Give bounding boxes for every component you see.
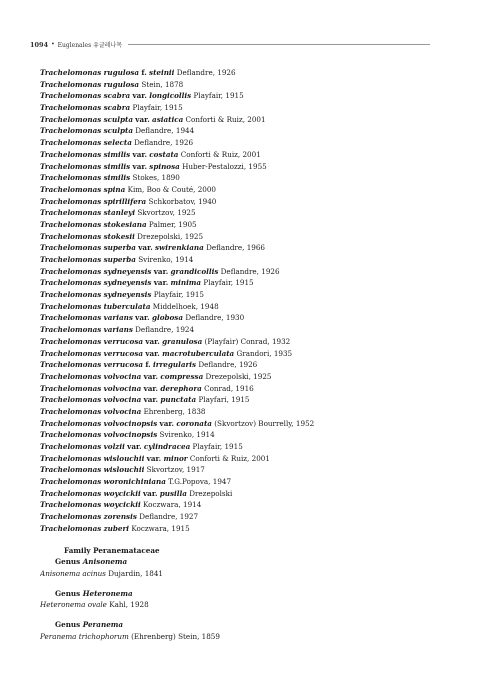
author-citation: Huber-Pestalozzi, 1955 [182,161,267,171]
rank-marker: var. [142,488,158,498]
species-entry [40,631,450,643]
author-citation: Conrad, 1916 [204,383,254,393]
species-entry [40,394,450,406]
species-entry [40,184,450,196]
species-epithet: verrucosa [103,360,144,370]
species-epithet: sydneyensis [103,266,152,276]
author-citation: Deflandre, 1924 [135,325,195,335]
infraspecific-epithet: irregularis [152,360,197,370]
species-entry [40,476,450,488]
species-entry [40,523,450,535]
species-entry [40,114,450,126]
species-entry [40,441,450,453]
species-entry [40,266,450,278]
genus-name: Trachelomonas [40,348,102,358]
author-citation: Deflandre, 1926 [134,138,194,148]
species-epithet: similis [103,161,131,171]
species-epithet: woycickii [103,500,141,510]
infraspecific-epithet: spinosa [149,161,180,171]
rank-marker: var. [143,395,159,405]
genus-name: Trachelomonas [40,395,102,405]
species-entry [40,312,450,324]
genus-name: Trachelomonas [40,430,102,440]
infraspecific-epithet: costata [149,149,179,159]
species-entry [40,499,450,511]
genus-name: Trachelomonas [40,114,102,124]
species-epithet: woycickii [103,488,141,498]
species-entry [40,599,450,611]
header-bullet: • [51,41,55,48]
species-epithet: stokesiana [103,219,147,229]
genus-name: Trachelomonas [40,278,102,288]
genus-name: Trachelomonas [40,266,102,276]
species-epithet: rugulosa [103,79,140,89]
rank-marker: var. [132,149,147,159]
species-epithet: selecta [103,138,132,148]
genus-name: Trachelomonas [40,477,102,487]
genus-name: Trachelomonas [40,161,102,171]
rank-marker: var. [145,348,160,358]
species-entry [40,90,450,102]
species-epithet: spina [103,184,126,194]
species-epithet: wislouchii [103,465,145,475]
author-citation: Playfari, 1915 [198,395,250,405]
author-citation: Deflandre, 1966 [206,243,265,253]
author-citation: Svirenko, 1914 [138,255,194,264]
genus-name: Trachelomonas [40,184,102,194]
author-citation: Deflandre, 1927 [139,512,199,522]
author-citation: Drezepolski, 1925 [137,231,204,241]
author-citation: Playfair, 1915 [132,103,183,113]
species-epithet: similis [103,149,131,159]
author-citation: Skvortzov, 1925 [137,208,196,218]
species-entry [40,568,450,580]
genus-name: Trachelomonas [40,301,102,311]
species-entry [40,488,450,500]
infraspecific-epithet: derephora [160,383,202,393]
species-name: Heteronema ovale [40,600,107,610]
species-epithet: superba [103,243,136,253]
author-citation: Stokes, 1890 [132,173,180,183]
species-epithet: volvocina [103,383,142,393]
species-entry [40,324,450,336]
genus-name: Trachelomonas [40,453,102,463]
genus-name: Trachelomonas [40,383,102,393]
species-entry [40,125,450,137]
genus-title: Peranema [82,619,124,629]
author-citation: Drezepolski, 1925 [205,371,272,381]
species-entry [40,453,450,465]
author-citation: Kahl, 1928 [109,600,149,610]
rank-marker: var. [132,91,147,101]
rank-marker: var. [127,442,142,451]
species-epithet: volvocinopsis [103,430,158,440]
infraspecific-epithet: minor [163,453,188,463]
species-epithet: stokesii [103,231,135,241]
genus-title: Heteronema [82,588,133,598]
infraspecific-epithet: coronata [176,418,212,428]
species-entry [40,383,450,395]
genus-name: Trachelomonas [40,91,102,101]
species-epithet: varians [103,313,133,323]
species-entry [40,418,450,430]
family-label: Family [64,545,91,555]
header-rule [128,44,430,45]
infraspecific-epithet: grandicollis [170,266,219,276]
genus-name: Trachelomonas [40,103,102,113]
species-entry [40,219,450,231]
author-citation: Deflandre, 1926 [220,266,280,276]
author-citation: Kim, Boo & Couté, 2000 [127,184,216,194]
genus-name: Trachelomonas [40,208,102,218]
genus-name: Trachelomonas [40,255,102,264]
genus-name: Trachelomonas [40,290,102,300]
genus-label: Genus [55,557,81,567]
rank-marker: var. [159,418,175,428]
rank-marker: var. [153,278,169,288]
author-citation: Koczwara, 1914 [142,500,202,510]
species-entry [40,79,450,91]
species-epithet: scabra [103,103,131,113]
rank-marker: var. [145,336,160,346]
rank-marker: f. [141,68,147,77]
infraspecific-epithet: pusilla [159,488,187,498]
infraspecific-epithet: macrotuberculata [162,348,235,358]
species-epithet: superba [103,255,136,264]
genus-name: Trachelomonas [40,523,102,533]
rank-marker: var. [135,114,150,124]
species-epithet: wislouchii [103,453,145,463]
infraspecific-epithet: punctata [160,395,197,405]
species-epithet: tuberculata [103,301,151,311]
genus-name: Trachelomonas [40,488,102,498]
author-citation: Playfair, 1915 [203,278,254,288]
species-name: Anisonema acinus [40,568,106,578]
author-citation: Deflandre, 1944 [135,126,195,136]
author-citation: Palmer, 1905 [148,219,197,229]
species-epithet: zorensis [103,512,137,522]
author-citation: Svirenko, 1914 [159,430,215,440]
species-epithet: sculpta [103,114,133,124]
genus-name: Trachelomonas [40,325,102,335]
species-entry [40,172,450,184]
species-entry [40,336,450,348]
rank-marker: var. [153,266,169,276]
species-entry [40,511,450,523]
author-citation: Conforti & Ruiz, 2001 [185,114,266,124]
genus-name: Trachelomonas [40,149,102,159]
author-citation: (Skvortzov) Bourrelly, 1952 [214,418,315,428]
species-entry [40,137,450,149]
species-epithet: volvocina [103,406,142,416]
species-epithet: stanleyi [103,208,136,218]
genus-name: Trachelomonas [40,231,102,241]
taxon-list [40,67,450,642]
genus-name: Trachelomonas [40,418,102,428]
species-entry [40,242,450,254]
author-citation: Conforti & Ruiz, 2001 [189,453,270,463]
species-entry [40,289,450,301]
species-epithet: volzii [103,442,125,451]
rank-marker: var. [143,383,159,393]
author-citation: Deflandre, 1926 [176,68,236,77]
author-citation: Drezepolski [189,488,233,498]
genus-name: Trachelomonas [40,243,102,253]
rank-marker: var. [143,371,159,381]
author-citation: Deflandre, 1930 [185,313,245,323]
author-citation: Playfair, 1915 [193,91,244,101]
genus-name: Trachelomonas [40,406,102,416]
spacer [40,611,450,619]
genus-name: Trachelomonas [40,196,102,206]
species-epithet: rugulosa [103,68,140,77]
species-epithet: varians [103,325,133,335]
species-entry [40,67,450,79]
infraspecific-epithet: cylindracea [143,442,191,451]
genus-heading [40,556,450,568]
genus-name: Trachelomonas [40,336,102,346]
species-epithet: volvocinopsis [103,418,158,428]
infraspecific-epithet: globosa [151,313,184,323]
author-citation: Ehrenberg, 1838 [143,406,206,416]
genus-label: Genus [55,588,81,598]
genus-name: Trachelomonas [40,313,102,323]
species-epithet: spirillifera [103,196,147,206]
species-entry [40,406,450,418]
infraspecific-epithet: compressa [160,371,204,381]
infraspecific-epithet: asiatica [152,114,184,124]
family-name: Peranemataceae [93,545,160,555]
genus-heading [40,619,450,631]
genus-name: Trachelomonas [40,360,102,370]
genus-name: Trachelomonas [40,442,102,451]
species-entry [40,429,450,441]
species-entry [40,149,450,161]
species-entry [40,196,450,208]
author-citation: Koczwara, 1915 [131,523,190,533]
species-entry [40,464,450,476]
author-citation: Playfair, 1915 [192,442,243,451]
species-epithet: sculpta [103,126,133,136]
author-citation: Grandori, 1935 [236,348,293,358]
genus-name: Trachelomonas [40,219,102,229]
family-heading [40,545,450,557]
genus-name: Trachelomonas [40,371,102,381]
author-citation: Middelhoek, 1948 [152,301,219,311]
species-entry [40,254,450,266]
species-entry [40,359,450,371]
genus-name: Trachelomonas [40,126,102,136]
section-title: Euglenales 유글레나목 [57,42,123,49]
species-entry [40,161,450,173]
author-citation: T.G.Popova, 1947 [168,477,232,487]
genus-name: Trachelomonas [40,465,102,475]
genus-name: Trachelomonas [40,500,102,510]
species-epithet: woronichiniana [103,477,166,487]
species-epithet: verrucosa [103,336,144,346]
species-epithet: sydneyensis [103,278,152,288]
author-citation: Playfair, 1915 [153,290,204,300]
species-list [40,67,450,535]
author-citation: Skvortzov, 1917 [146,465,205,475]
species-epithet: scabra [103,91,131,101]
infraspecific-epithet: minima [170,278,202,288]
author-citation: Schkorbatov, 1940 [148,196,217,206]
species-entry [40,301,450,313]
species-entry [40,231,450,243]
genus-name: Trachelomonas [40,79,102,89]
genus-heading [40,588,450,600]
species-epithet: zuberi [103,523,130,533]
author-citation: (Ehrenberg) Stein, 1859 [131,631,220,641]
author-citation: Dujardin, 1841 [108,568,163,578]
rank-marker: var. [135,313,150,323]
genus-name: Trachelomonas [40,138,102,148]
genus-label: Genus [55,619,81,629]
genus-name: Trachelomonas [40,68,102,77]
infraspecific-epithet: steinii [149,68,175,77]
rank-marker: var. [138,243,153,253]
running-header [30,40,430,49]
rank-marker: var. [132,161,147,171]
page-number: 1094 [30,40,49,49]
infraspecific-epithet: granulosa [162,336,203,346]
genera-list [40,556,450,642]
rank-marker: f. [145,360,151,370]
species-name: Peranema trichophorum [40,631,129,641]
species-entry [40,277,450,289]
genus-title: Anisonema [82,557,128,567]
species-entry [40,348,450,360]
species-epithet: similis [103,173,131,183]
species-entry [40,102,450,114]
rank-marker: var. [146,453,162,463]
author-citation: Conforti & Ruiz, 2001 [180,149,261,159]
species-entry [40,207,450,219]
species-epithet: volvocina [103,395,142,405]
species-epithet: volvocina [103,371,142,381]
species-epithet: verrucosa [103,348,144,358]
genus-name: Trachelomonas [40,173,102,183]
infraspecific-epithet: longicollis [149,91,192,101]
spacer [40,580,450,588]
infraspecific-epithet: swirenkiana [155,243,204,253]
genus-name: Trachelomonas [40,512,102,522]
species-entry [40,371,450,383]
species-epithet: sydneyensis [103,290,152,300]
author-citation: (Playfair) Conrad, 1932 [204,336,291,346]
author-citation: Deflandre, 1926 [198,360,258,370]
author-citation: Stein, 1878 [141,79,184,89]
